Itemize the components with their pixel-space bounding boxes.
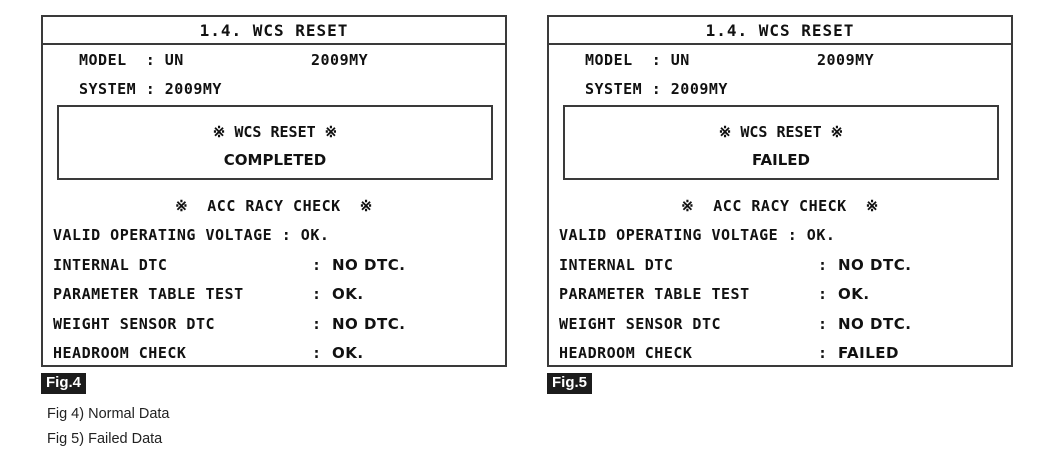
result-status: FAILED xyxy=(752,151,810,169)
row-separator: : xyxy=(312,315,322,333)
system-line: SYSTEM : 2009MY xyxy=(79,80,222,98)
row-value: OK. xyxy=(332,285,364,303)
model-year: 2009MY xyxy=(817,51,875,69)
wcs-reset-screen-normal xyxy=(41,15,507,367)
wcs-reset-screen-failed xyxy=(547,15,1013,367)
row-separator: : xyxy=(818,344,828,362)
figure-label: Fig.5 xyxy=(547,373,592,394)
result-status: COMPLETED xyxy=(223,151,327,169)
check-heading: ※ ACC RACY CHECK ※ xyxy=(681,197,879,215)
row-value: NO DTC. xyxy=(838,256,912,274)
row-separator: : xyxy=(818,256,828,274)
model-year: 2009MY xyxy=(311,51,369,69)
check-heading: ※ ACC RACY CHECK ※ xyxy=(175,197,373,215)
row-separator: : xyxy=(818,285,828,303)
row-value: NO DTC. xyxy=(332,315,406,333)
result-heading: ※ WCS RESET ※ xyxy=(718,123,844,141)
row-separator: : xyxy=(312,285,322,303)
row-label: WEIGHT SENSOR DTC xyxy=(559,315,722,333)
row-value: OK. xyxy=(332,344,364,362)
row-separator: : xyxy=(818,315,828,333)
model-label: MODEL : UN xyxy=(79,51,184,69)
result-box xyxy=(563,105,999,180)
row-separator: : xyxy=(312,344,322,362)
figure-label: Fig.4 xyxy=(41,373,86,394)
row-label: HEADROOM CHECK xyxy=(53,344,187,362)
caption-failed: Fig 5) Failed Data xyxy=(47,431,163,447)
result-heading: ※ WCS RESET ※ xyxy=(212,123,338,141)
row-label: INTERNAL DTC xyxy=(53,256,168,274)
row-label: HEADROOM CHECK xyxy=(559,344,693,362)
row-separator: : xyxy=(312,256,322,274)
caption-normal: Fig 4) Normal Data xyxy=(47,406,170,422)
row-value: OK. xyxy=(838,285,870,303)
voltage-line: VALID OPERATING VOLTAGE : OK. xyxy=(53,226,330,244)
row-value: FAILED xyxy=(838,344,899,362)
row-value: NO DTC. xyxy=(332,256,406,274)
row-label: PARAMETER TABLE TEST xyxy=(559,285,750,303)
row-value: NO DTC. xyxy=(838,315,912,333)
voltage-line: VALID OPERATING VOLTAGE : OK. xyxy=(559,226,836,244)
model-label: MODEL : UN xyxy=(585,51,690,69)
row-label: WEIGHT SENSOR DTC xyxy=(53,315,216,333)
row-label: INTERNAL DTC xyxy=(559,256,674,274)
row-label: PARAMETER TABLE TEST xyxy=(53,285,244,303)
system-line: SYSTEM : 2009MY xyxy=(585,80,728,98)
result-box xyxy=(57,105,493,180)
screen-title: 1.4. WCS RESET xyxy=(549,17,1011,45)
screen-title: 1.4. WCS RESET xyxy=(43,17,505,45)
